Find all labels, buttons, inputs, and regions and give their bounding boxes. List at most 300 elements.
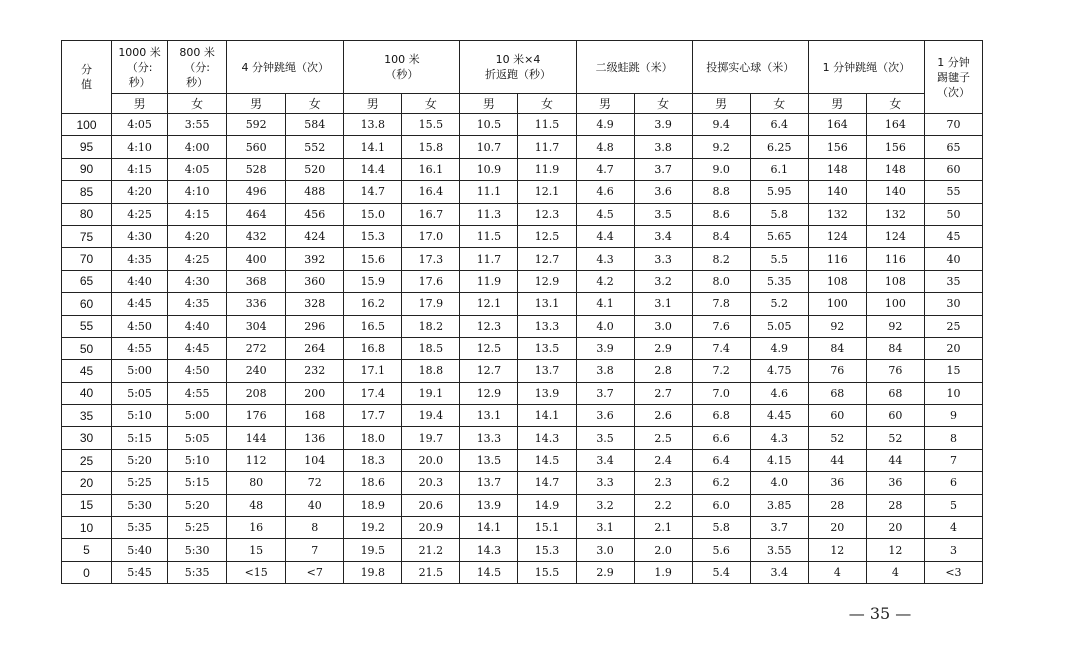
table-cell: 11.9 xyxy=(460,270,518,292)
col-header-1min-rope: 1 分钟跳绳（次） xyxy=(808,41,924,94)
table-cell: 17.3 xyxy=(402,248,460,270)
table-cell: 20 xyxy=(866,517,924,539)
table-cell: 3.7 xyxy=(750,517,808,539)
table-cell: 140 xyxy=(866,181,924,203)
table-cell: 5.65 xyxy=(750,225,808,247)
table-cell: 328 xyxy=(286,293,344,315)
table-cell: 45 xyxy=(924,225,982,247)
table-cell: 6.1 xyxy=(750,158,808,180)
table-cell: 5:15 xyxy=(168,472,227,494)
score-cell: 55 xyxy=(62,315,112,337)
table-cell: 2.0 xyxy=(634,539,692,561)
table-cell: 2.6 xyxy=(634,405,692,427)
table-cell: 5:30 xyxy=(168,539,227,561)
score-cell: 85 xyxy=(62,181,112,203)
table-cell: 3.4 xyxy=(750,561,808,583)
table-cell: 14.5 xyxy=(460,561,518,583)
table-cell: 5.4 xyxy=(692,561,750,583)
table-cell: 76 xyxy=(808,360,866,382)
table-cell: 6.2 xyxy=(692,472,750,494)
table-cell: 12 xyxy=(866,539,924,561)
table-cell: 4 xyxy=(808,561,866,583)
table-cell: 3.2 xyxy=(634,270,692,292)
table-cell: 2.8 xyxy=(634,360,692,382)
table-cell: 36 xyxy=(808,472,866,494)
score-cell: 50 xyxy=(62,337,112,359)
table-cell: 9.2 xyxy=(692,136,750,158)
table-cell: 3.4 xyxy=(576,449,634,471)
table-cell: 12.1 xyxy=(460,293,518,315)
table-cell: 25 xyxy=(924,315,982,337)
table-cell: 70 xyxy=(924,114,982,136)
table-cell: 21.5 xyxy=(402,561,460,583)
table-cell: 592 xyxy=(227,114,286,136)
table-cell: 12.5 xyxy=(518,225,576,247)
table-cell: 52 xyxy=(808,427,866,449)
table-cell: 8.4 xyxy=(692,225,750,247)
score-cell: 0 xyxy=(62,561,112,583)
table-cell: 5.6 xyxy=(692,539,750,561)
table-cell: 5:10 xyxy=(112,405,168,427)
score-cell: 95 xyxy=(62,136,112,158)
score-cell: 30 xyxy=(62,427,112,449)
table-cell: 6.8 xyxy=(692,405,750,427)
table-cell: 156 xyxy=(808,136,866,158)
table-cell: 1.9 xyxy=(634,561,692,583)
table-cell: 11.5 xyxy=(518,114,576,136)
table-cell: <7 xyxy=(286,561,344,583)
table-row xyxy=(62,248,983,270)
table-cell: 164 xyxy=(808,114,866,136)
table-cell: 336 xyxy=(227,293,286,315)
table-cell: 4:55 xyxy=(112,337,168,359)
table-cell: 116 xyxy=(808,248,866,270)
table-cell: 84 xyxy=(866,337,924,359)
table-cell: 60 xyxy=(808,405,866,427)
table-cell: 68 xyxy=(866,382,924,404)
table-cell: 4:00 xyxy=(168,136,227,158)
table-cell: 4:15 xyxy=(112,158,168,180)
table-cell: 11.5 xyxy=(460,225,518,247)
table-cell: 10 xyxy=(924,382,982,404)
table-cell: 5.8 xyxy=(692,517,750,539)
table-cell: 11.3 xyxy=(460,203,518,225)
table-cell: 4.9 xyxy=(750,337,808,359)
score-cell: 35 xyxy=(62,405,112,427)
table-cell: 156 xyxy=(866,136,924,158)
gender-female: 女 xyxy=(634,94,692,114)
table-cell: 4.15 xyxy=(750,449,808,471)
table-cell: 3.9 xyxy=(634,114,692,136)
table-cell: 496 xyxy=(227,181,286,203)
table-cell: 4:40 xyxy=(112,270,168,292)
table-cell: 19.2 xyxy=(344,517,402,539)
table-cell: 2.7 xyxy=(634,382,692,404)
table-cell: 5:05 xyxy=(168,427,227,449)
table-cell: 4.9 xyxy=(576,114,634,136)
table-cell: 8.6 xyxy=(692,203,750,225)
table-cell: 148 xyxy=(866,158,924,180)
score-cell: 45 xyxy=(62,360,112,382)
table-cell: 5.95 xyxy=(750,181,808,203)
table-cell: 4.6 xyxy=(750,382,808,404)
table-cell: 2.5 xyxy=(634,427,692,449)
table-cell: 52 xyxy=(866,427,924,449)
table-cell: 14.7 xyxy=(344,181,402,203)
table-cell: 18.0 xyxy=(344,427,402,449)
table-cell: 19.7 xyxy=(402,427,460,449)
table-cell: 16.8 xyxy=(344,337,402,359)
table-cell: 10.7 xyxy=(460,136,518,158)
table-cell: 13.3 xyxy=(460,427,518,449)
table-cell: 5 xyxy=(924,494,982,516)
table-cell: 3.0 xyxy=(634,315,692,337)
table-cell: 6.6 xyxy=(692,427,750,449)
table-cell: 3.8 xyxy=(634,136,692,158)
col-header-shuttle-run: 10 米×4 折返跑（秒） xyxy=(460,41,576,94)
col-header-100m: 100 米 （秒） xyxy=(344,41,460,94)
header-row-1 xyxy=(62,41,983,94)
table-cell: 92 xyxy=(808,315,866,337)
table-cell: 9.4 xyxy=(692,114,750,136)
table-cell: 6.4 xyxy=(750,114,808,136)
table-cell: 2.1 xyxy=(634,517,692,539)
table-cell: 8.8 xyxy=(692,181,750,203)
table-cell: 5:15 xyxy=(112,427,168,449)
table-cell: 60 xyxy=(924,158,982,180)
table-cell: 15 xyxy=(227,539,286,561)
table-row xyxy=(62,360,983,382)
col-header-shuttlecock: 1 分钟 踢毽子 （次） xyxy=(924,41,982,114)
table-cell: 15.6 xyxy=(344,248,402,270)
table-row xyxy=(62,315,983,337)
table-row xyxy=(62,405,983,427)
table-cell: 19.5 xyxy=(344,539,402,561)
table-cell: 124 xyxy=(866,225,924,247)
table-cell: 12 xyxy=(808,539,866,561)
table-cell: 60 xyxy=(866,405,924,427)
score-table xyxy=(61,40,983,584)
table-cell: 4:45 xyxy=(112,293,168,315)
table-cell: 4:50 xyxy=(168,360,227,382)
table-cell: 5:10 xyxy=(168,449,227,471)
table-cell: 12.3 xyxy=(460,315,518,337)
table-cell: 3.6 xyxy=(576,405,634,427)
table-cell: 18.2 xyxy=(402,315,460,337)
table-cell: 7.4 xyxy=(692,337,750,359)
table-cell: 132 xyxy=(808,203,866,225)
table-cell: 12.9 xyxy=(518,270,576,292)
table-cell: 40 xyxy=(924,248,982,270)
table-cell: 13.7 xyxy=(518,360,576,382)
table-cell: 3.85 xyxy=(750,494,808,516)
table-cell: 4.3 xyxy=(750,427,808,449)
table-cell: 304 xyxy=(227,315,286,337)
table-cell: 2.9 xyxy=(634,337,692,359)
table-cell: 4:35 xyxy=(112,248,168,270)
table-cell: 68 xyxy=(808,382,866,404)
table-cell: 13.1 xyxy=(460,405,518,427)
table-cell: 15.1 xyxy=(518,517,576,539)
table-cell: 16.1 xyxy=(402,158,460,180)
table-cell: 464 xyxy=(227,203,286,225)
table-cell: 8 xyxy=(286,517,344,539)
table-cell: 4:05 xyxy=(168,158,227,180)
table-cell: 392 xyxy=(286,248,344,270)
table-cell: 92 xyxy=(866,315,924,337)
table-cell: 528 xyxy=(227,158,286,180)
table-cell: 4:25 xyxy=(112,203,168,225)
table-cell: 368 xyxy=(227,270,286,292)
table-cell: 19.4 xyxy=(402,405,460,427)
table-cell: 4:10 xyxy=(168,181,227,203)
score-cell: 40 xyxy=(62,382,112,404)
table-cell: 30 xyxy=(924,293,982,315)
table-cell: 15.3 xyxy=(344,225,402,247)
table-cell: 4.1 xyxy=(576,293,634,315)
table-cell: 17.0 xyxy=(402,225,460,247)
table-cell: 5.8 xyxy=(750,203,808,225)
table-cell: 15.8 xyxy=(402,136,460,158)
table-cell: 17.7 xyxy=(344,405,402,427)
table-cell: 360 xyxy=(286,270,344,292)
table-cell: 4:35 xyxy=(168,293,227,315)
table-cell: 18.8 xyxy=(402,360,460,382)
table-cell: 208 xyxy=(227,382,286,404)
table-cell: 108 xyxy=(808,270,866,292)
table-cell: 15.0 xyxy=(344,203,402,225)
table-cell: 200 xyxy=(286,382,344,404)
table-cell: 10.9 xyxy=(460,158,518,180)
gender-male: 男 xyxy=(112,94,168,114)
gender-female: 女 xyxy=(168,94,227,114)
table-cell: 15 xyxy=(924,360,982,382)
table-cell: 44 xyxy=(808,449,866,471)
col-header-4min-rope: 4 分钟跳绳（次） xyxy=(227,41,344,94)
table-cell: 3.5 xyxy=(634,203,692,225)
table-cell: 4.75 xyxy=(750,360,808,382)
table-cell: 112 xyxy=(227,449,286,471)
table-cell: 2.2 xyxy=(634,494,692,516)
table-cell: 15.5 xyxy=(518,561,576,583)
table-cell: 5.5 xyxy=(750,248,808,270)
table-cell: 16.4 xyxy=(402,181,460,203)
table-cell: 44 xyxy=(866,449,924,471)
table-cell: 16 xyxy=(227,517,286,539)
table-cell: 7.2 xyxy=(692,360,750,382)
gender-female: 女 xyxy=(866,94,924,114)
score-header: 分 值 xyxy=(62,41,112,114)
table-cell: 232 xyxy=(286,360,344,382)
col-header-1000m: 1000 米 （分: 秒） xyxy=(112,41,168,94)
table-cell: 3.4 xyxy=(634,225,692,247)
table-cell: 20.3 xyxy=(402,472,460,494)
table-cell: 148 xyxy=(808,158,866,180)
table-cell: 5:25 xyxy=(112,472,168,494)
table-cell: 13.8 xyxy=(344,114,402,136)
table-cell: 15.3 xyxy=(518,539,576,561)
table-cell: 11.9 xyxy=(518,158,576,180)
table-cell: 2.9 xyxy=(576,561,634,583)
table-row xyxy=(62,114,983,136)
table-cell: 2.3 xyxy=(634,472,692,494)
table-cell: 4:40 xyxy=(168,315,227,337)
table-cell: 4:30 xyxy=(112,225,168,247)
table-cell: 584 xyxy=(286,114,344,136)
table-cell: 520 xyxy=(286,158,344,180)
score-cell: 5 xyxy=(62,539,112,561)
score-cell: 25 xyxy=(62,449,112,471)
table-cell: 76 xyxy=(866,360,924,382)
table-cell: 12.7 xyxy=(460,360,518,382)
table-cell: 8 xyxy=(924,427,982,449)
table-cell: 10.5 xyxy=(460,114,518,136)
table-cell: 424 xyxy=(286,225,344,247)
table-cell: 6.25 xyxy=(750,136,808,158)
table-cell: <15 xyxy=(227,561,286,583)
score-cell: 10 xyxy=(62,517,112,539)
table-row xyxy=(62,225,983,247)
gender-male: 男 xyxy=(227,94,286,114)
table-cell: 11.7 xyxy=(518,136,576,158)
table-cell: 4.0 xyxy=(576,315,634,337)
table-cell: 5.2 xyxy=(750,293,808,315)
table-row xyxy=(62,494,983,516)
table-cell: 14.7 xyxy=(518,472,576,494)
table-cell: 264 xyxy=(286,337,344,359)
table-cell: 3.1 xyxy=(634,293,692,315)
table-cell: 116 xyxy=(866,248,924,270)
table-cell: 18.5 xyxy=(402,337,460,359)
table-cell: 7.6 xyxy=(692,315,750,337)
table-cell: 50 xyxy=(924,203,982,225)
table-cell: 100 xyxy=(866,293,924,315)
table-cell: 3.0 xyxy=(576,539,634,561)
table-cell: 5:35 xyxy=(112,517,168,539)
table-cell: 104 xyxy=(286,449,344,471)
table-cell: 4 xyxy=(924,517,982,539)
table-cell: 12.7 xyxy=(518,248,576,270)
table-cell: 5:00 xyxy=(168,405,227,427)
table-cell: 14.1 xyxy=(460,517,518,539)
table-cell: 5:25 xyxy=(168,517,227,539)
table-cell: 21.2 xyxy=(402,539,460,561)
table-cell: 20 xyxy=(924,337,982,359)
col-header-frog-jump: 二级蛙跳（米） xyxy=(576,41,692,94)
table-cell: 4.4 xyxy=(576,225,634,247)
table-cell: 28 xyxy=(866,494,924,516)
table-cell: 16.2 xyxy=(344,293,402,315)
table-row xyxy=(62,427,983,449)
table-cell: 4.3 xyxy=(576,248,634,270)
table-cell: 18.9 xyxy=(344,494,402,516)
score-cell: 80 xyxy=(62,203,112,225)
table-row xyxy=(62,136,983,158)
table-cell: 4:45 xyxy=(168,337,227,359)
table-cell: 15.9 xyxy=(344,270,402,292)
gender-female: 女 xyxy=(518,94,576,114)
table-cell: 5.35 xyxy=(750,270,808,292)
table-cell: 176 xyxy=(227,405,286,427)
table-cell: 6.0 xyxy=(692,494,750,516)
table-cell: 13.9 xyxy=(518,382,576,404)
table-cell: 3:55 xyxy=(168,114,227,136)
table-cell: 65 xyxy=(924,136,982,158)
gender-female: 女 xyxy=(750,94,808,114)
table-cell: 12.3 xyxy=(518,203,576,225)
table-cell: 18.3 xyxy=(344,449,402,471)
table-cell: 3.2 xyxy=(576,494,634,516)
table-cell: 14.9 xyxy=(518,494,576,516)
table-cell: 28 xyxy=(808,494,866,516)
table-cell: 5:00 xyxy=(112,360,168,382)
score-cell: 65 xyxy=(62,270,112,292)
gender-male: 男 xyxy=(460,94,518,114)
table-cell: 19.1 xyxy=(402,382,460,404)
table-row xyxy=(62,203,983,225)
table-row xyxy=(62,270,983,292)
table-cell: 17.1 xyxy=(344,360,402,382)
table-row xyxy=(62,158,983,180)
table-cell: 140 xyxy=(808,181,866,203)
table-cell: 4.7 xyxy=(576,158,634,180)
table-cell: 9 xyxy=(924,405,982,427)
score-cell: 60 xyxy=(62,293,112,315)
table-cell: 456 xyxy=(286,203,344,225)
score-cell: 100 xyxy=(62,114,112,136)
table-cell: 80 xyxy=(227,472,286,494)
score-cell: 20 xyxy=(62,472,112,494)
table-cell: 48 xyxy=(227,494,286,516)
table-cell: 11.7 xyxy=(460,248,518,270)
table-cell: 4.2 xyxy=(576,270,634,292)
table-cell: 124 xyxy=(808,225,866,247)
table-cell: 6 xyxy=(924,472,982,494)
table-cell: 14.1 xyxy=(344,136,402,158)
table-cell: 7 xyxy=(286,539,344,561)
table-cell: 168 xyxy=(286,405,344,427)
table-cell: 5.05 xyxy=(750,315,808,337)
score-cell: 70 xyxy=(62,248,112,270)
table-cell: 9.0 xyxy=(692,158,750,180)
table-cell: 7.8 xyxy=(692,293,750,315)
table-cell: 4:10 xyxy=(112,136,168,158)
table-cell: 20.9 xyxy=(402,517,460,539)
table-cell: 16.5 xyxy=(344,315,402,337)
table-cell: 4 xyxy=(866,561,924,583)
table-cell: 12.9 xyxy=(460,382,518,404)
table-row xyxy=(62,181,983,203)
table-cell: 3.3 xyxy=(576,472,634,494)
table-cell: 7.0 xyxy=(692,382,750,404)
table-cell: 20.0 xyxy=(402,449,460,471)
table-cell: 12.5 xyxy=(460,337,518,359)
table-cell: 14.3 xyxy=(460,539,518,561)
table-cell: 552 xyxy=(286,136,344,158)
table-cell: 144 xyxy=(227,427,286,449)
table-cell: 4:15 xyxy=(168,203,227,225)
table-cell: 5:45 xyxy=(112,561,168,583)
col-header-medicine-ball: 投掷实心球（米） xyxy=(692,41,808,94)
col-header-800m: 800 米 （分: 秒） xyxy=(168,41,227,94)
table-cell: 17.4 xyxy=(344,382,402,404)
table-cell: 8.0 xyxy=(692,270,750,292)
table-cell: 13.5 xyxy=(460,449,518,471)
table-cell: 5:20 xyxy=(168,494,227,516)
table-cell: 3.55 xyxy=(750,539,808,561)
table-cell: 4.5 xyxy=(576,203,634,225)
table-row xyxy=(62,449,983,471)
